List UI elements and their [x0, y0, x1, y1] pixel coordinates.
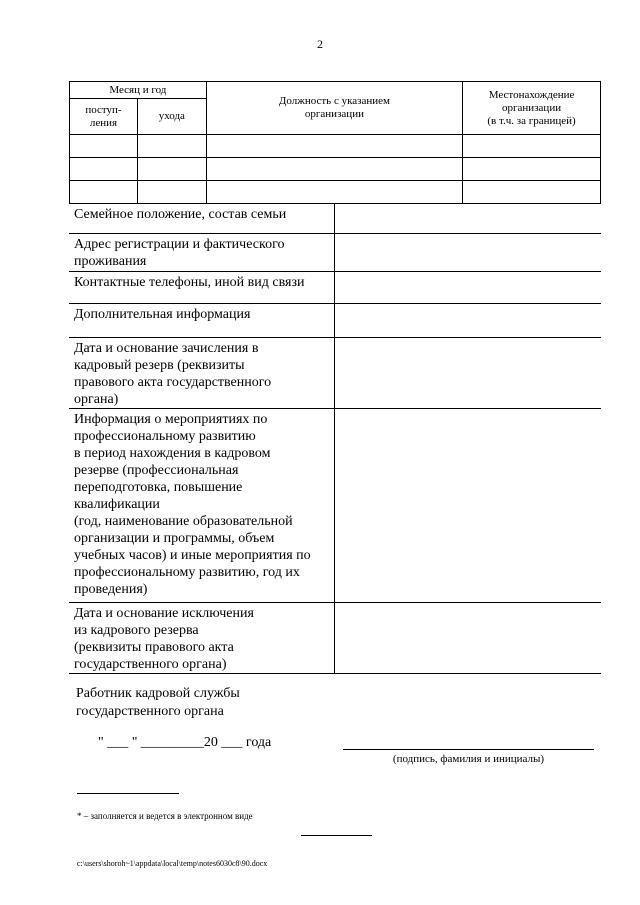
signature-title: Работник кадровой службы государственного органа — [76, 686, 240, 719]
footnote-separator — [77, 793, 179, 794]
info-label: Дата и основание зачисления в кадровый резерв (реквизиты правового акта государственного органа) — [69, 338, 335, 408]
info-row-address — [69, 234, 601, 272]
info-row-exclusion — [69, 603, 601, 674]
info-label: Адрес регистрации и фактического проживания — [69, 234, 335, 271]
info-label: Дополнительная информация — [69, 304, 335, 337]
file-path: c:\users\shoroh~1\appdata\local\temp\notes6030c8\90.docx — [77, 859, 268, 868]
info-row-development — [69, 409, 601, 603]
table-row — [70, 181, 601, 204]
info-row-enrollment — [69, 338, 601, 409]
end-line — [301, 835, 372, 836]
header-exit: ухода — [137, 99, 206, 135]
header-position: Должность с указанием организации — [206, 82, 462, 135]
info-row-contacts — [69, 272, 601, 304]
info-label: Информация о мероприятиях по профессиональному развитию в период нахождения в кадровом резерве (профессиональная переподготовка, повышение квалификации (год, наименование образовательной организации и программы, объем учебных часов) и иные мероприятия по профессиональному развитию, год их проведения) — [69, 409, 335, 602]
table-row — [70, 135, 601, 158]
personal-info-section — [69, 204, 601, 674]
info-label: Дата и основание исключения из кадрового резерва (реквизиты правового акта государственного органа) — [69, 603, 335, 673]
signature-caption: (подпись, фамилия и инициалы) — [392, 753, 545, 765]
signature-date-line: " ___ " _________20 ___ года — [98, 735, 272, 750]
info-row-family — [69, 204, 601, 234]
employment-history-table — [69, 81, 601, 204]
info-label: Семейное положение, состав семьи — [69, 204, 335, 233]
info-label: Контактные телефоны, иной вид связи — [69, 272, 335, 303]
footnote: * – заполняется и ведется в электронном виде — [77, 811, 253, 821]
signature-line — [343, 749, 594, 750]
header-location: Местонахождение организации (в т.ч. за границей) — [463, 82, 601, 135]
header-month-year: Месяц и год — [70, 82, 207, 99]
table-row — [70, 158, 601, 181]
page-number: 2 — [317, 37, 323, 51]
header-entry: поступ- ления — [70, 99, 138, 135]
info-row-additional — [69, 304, 601, 338]
